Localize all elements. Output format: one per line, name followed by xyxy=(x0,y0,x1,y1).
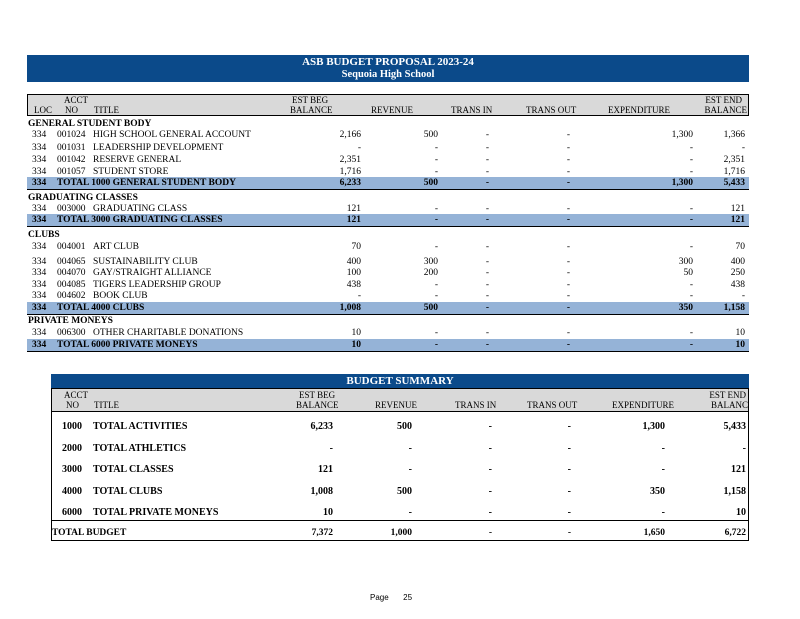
row-loc: 334 xyxy=(32,155,47,165)
header-loc: LOC xyxy=(34,105,52,115)
summary-header-acct: ACCT xyxy=(64,390,89,400)
header-estbeg-balance: BALANCE xyxy=(290,105,333,115)
total-tout: - xyxy=(566,303,570,313)
section-heading: PRIVATE MONEYS xyxy=(28,316,113,326)
summary-title-cell: TOTAL PRIVATE MONEYS xyxy=(93,507,219,518)
summary-total-end: 6,722 xyxy=(724,528,746,538)
row-est-end-balance: 121 xyxy=(730,204,745,214)
row-revenue: - xyxy=(434,204,438,214)
summary-total-row xyxy=(51,526,749,540)
row-trans-in: - xyxy=(485,268,489,278)
summary-trans-out: - xyxy=(567,486,571,497)
row-acct-no: 001024 xyxy=(57,130,86,140)
summary-revenue: 500 xyxy=(397,486,412,497)
total-rev: - xyxy=(434,215,438,225)
row-revenue: - xyxy=(434,328,438,338)
summary-header-estbeg-balance: BALANCE xyxy=(296,400,339,410)
total-end: 5,433 xyxy=(723,178,745,188)
total-loc: 334 xyxy=(32,215,47,225)
summary-revenue: - xyxy=(408,507,412,518)
row-est-beg-balance: 400 xyxy=(346,257,361,267)
school-name: Sequoia High School xyxy=(341,69,435,80)
summary-header-revenue: REVENUE xyxy=(375,400,417,410)
row-revenue: - xyxy=(434,143,438,153)
summary-header-expenditure: EXPENDITURE xyxy=(612,400,674,410)
row-est-end-balance: 1,716 xyxy=(723,167,745,177)
summary-header-estbeg: EST BEG xyxy=(299,390,336,400)
row-loc: 334 xyxy=(32,143,47,153)
summary-est-beg-balance: 1,008 xyxy=(310,486,333,497)
summary-acct-no: 3000 xyxy=(62,464,82,475)
row-trans-out: - xyxy=(566,204,570,214)
row-trans-out: - xyxy=(566,280,570,290)
table-row xyxy=(27,154,749,166)
section-heading: GRADUATING CLASSES xyxy=(28,193,138,203)
summary-est-beg-balance: 121 xyxy=(318,464,333,475)
row-expenditure: - xyxy=(689,155,693,165)
summary-header-estend-balance: BALANC xyxy=(710,400,748,410)
row-title: GAY/STRAIGHT ALLIANCE xyxy=(93,268,212,278)
row-loc: 334 xyxy=(32,280,47,290)
row-title: ART CLUB xyxy=(93,242,139,252)
row-expenditure: 300 xyxy=(678,257,693,267)
summary-header xyxy=(51,388,749,412)
summary-total-exp: 1,650 xyxy=(643,528,665,538)
row-acct-no: 004001 xyxy=(57,242,86,252)
total-label: TOTAL 6000 PRIVATE MONEYS xyxy=(57,340,198,350)
summary-title: BUDGET SUMMARY xyxy=(346,375,454,387)
summary-row xyxy=(51,506,749,521)
row-expenditure: - xyxy=(689,280,693,290)
section-total-row xyxy=(27,302,749,315)
summary-expenditure: - xyxy=(661,464,665,475)
row-trans-in: - xyxy=(485,130,489,140)
row-loc: 334 xyxy=(32,291,47,301)
table-row xyxy=(27,241,749,253)
summary-trans-out: - xyxy=(567,507,571,518)
summary-title-cell: TOTAL ACTIVITIES xyxy=(93,421,188,432)
summary-est-end-balance: 121 xyxy=(731,464,746,475)
summary-est-end-balance: 1,158 xyxy=(723,486,746,497)
summary-total-rev: 1,000 xyxy=(390,528,412,538)
summary-total-tin: - xyxy=(488,528,492,538)
row-loc: 334 xyxy=(32,328,47,338)
total-loc: 334 xyxy=(32,303,47,313)
page-label: Page xyxy=(370,593,389,602)
row-trans-in: - xyxy=(485,280,489,290)
summary-row xyxy=(51,463,749,477)
summary-total-label: TOTAL BUDGET xyxy=(52,528,127,538)
summary-header-transout: TRANS OUT xyxy=(527,400,578,410)
row-est-end-balance: 400 xyxy=(730,257,745,267)
row-expenditure: - xyxy=(689,328,693,338)
total-exp: 1,300 xyxy=(671,178,693,188)
row-revenue: - xyxy=(434,291,438,301)
header-transout: TRANS OUT xyxy=(526,105,577,115)
row-revenue: - xyxy=(434,167,438,177)
row-acct-no: 001031 xyxy=(57,143,86,153)
summary-total-tout: - xyxy=(567,528,571,538)
summary-header-transin: TRANS IN xyxy=(455,400,497,410)
summary-trans-in: - xyxy=(488,443,492,454)
row-revenue: 300 xyxy=(423,257,438,267)
row-est-end-balance: - xyxy=(741,291,745,301)
row-trans-in: - xyxy=(485,328,489,338)
summary-est-beg-balance: - xyxy=(329,443,333,454)
row-trans-out: - xyxy=(566,167,570,177)
summary-expenditure: - xyxy=(661,443,665,454)
summary-trans-in: - xyxy=(488,464,492,475)
row-est-beg-balance: - xyxy=(357,143,361,153)
total-exp: - xyxy=(689,340,693,350)
total-loc: 334 xyxy=(32,178,47,188)
header-expenditure: EXPENDITURE xyxy=(608,105,670,115)
row-loc: 334 xyxy=(32,167,47,177)
summary-title-cell: TOTAL ATHLETICS xyxy=(93,443,187,454)
total-tin: - xyxy=(485,303,489,313)
row-est-end-balance: 2,351 xyxy=(723,155,745,165)
row-trans-out: - xyxy=(566,143,570,153)
summary-trans-out: - xyxy=(567,421,571,432)
total-end: 10 xyxy=(735,340,745,350)
row-expenditure: - xyxy=(689,143,693,153)
report-title: ASB BUDGET PROPOSAL 2023-24 xyxy=(302,56,474,68)
row-title: STUDENT STORE xyxy=(93,167,169,177)
row-expenditure: 1,300 xyxy=(671,130,693,140)
row-revenue: - xyxy=(434,242,438,252)
summary-expenditure: - xyxy=(661,507,665,518)
total-tout: - xyxy=(566,178,570,188)
summary-trans-in: - xyxy=(488,486,492,497)
total-beg: 10 xyxy=(351,340,361,350)
row-trans-out: - xyxy=(566,242,570,252)
row-acct-no: 004065 xyxy=(57,257,86,267)
total-tout: - xyxy=(566,340,570,350)
total-rev: - xyxy=(434,340,438,350)
row-est-end-balance: 438 xyxy=(730,280,745,290)
row-est-beg-balance: 10 xyxy=(351,328,361,338)
row-trans-out: - xyxy=(566,257,570,267)
section-total-row xyxy=(27,214,749,227)
row-est-beg-balance: 2,166 xyxy=(339,130,361,140)
row-acct-no: 004070 xyxy=(57,268,86,278)
header-estbeg: EST BEG xyxy=(292,95,329,105)
section-heading: CLUBS xyxy=(28,230,60,240)
summary-header-no: NO xyxy=(66,400,79,410)
total-beg: 1,008 xyxy=(339,303,361,313)
total-beg: 6,233 xyxy=(339,178,361,188)
row-expenditure: 50 xyxy=(683,268,693,278)
row-trans-in: - xyxy=(485,167,489,177)
row-title: OTHER CHARITABLE DONATIONS xyxy=(93,328,244,338)
total-tin: - xyxy=(485,215,489,225)
summary-expenditure: 350 xyxy=(650,486,665,497)
summary-title-cell: TOTAL CLUBS xyxy=(93,486,163,497)
total-tin: - xyxy=(485,178,489,188)
table-row xyxy=(27,327,749,339)
summary-expenditure: 1,300 xyxy=(642,421,665,432)
row-acct-no: 004085 xyxy=(57,280,86,290)
row-trans-out: - xyxy=(566,328,570,338)
row-trans-out: - xyxy=(566,130,570,140)
row-est-end-balance: 70 xyxy=(735,242,745,252)
summary-revenue: - xyxy=(408,464,412,475)
row-title: LEADERSHIP DEVELOPMENT xyxy=(93,143,224,153)
page-footer xyxy=(370,593,412,602)
section-total-row xyxy=(27,339,749,352)
row-loc: 334 xyxy=(32,204,47,214)
header-acct: ACCT xyxy=(64,95,89,105)
summary-banner xyxy=(51,374,749,388)
summary-est-beg-balance: 6,233 xyxy=(310,421,333,432)
summary-trans-out: - xyxy=(567,464,571,475)
row-trans-in: - xyxy=(485,257,489,267)
row-title: RESERVE GENERAL xyxy=(93,155,182,165)
summary-rule xyxy=(81,520,748,521)
total-exp: - xyxy=(689,215,693,225)
header-no: NO xyxy=(65,105,78,115)
row-est-end-balance: 1,366 xyxy=(723,130,745,140)
row-title: GRADUATING CLASS xyxy=(93,204,188,214)
row-title: BOOK CLUB xyxy=(93,291,148,301)
table-row xyxy=(27,290,749,302)
row-loc: 334 xyxy=(32,257,47,267)
row-title: HIGH SCHOOL GENERAL ACCOUNT xyxy=(93,130,251,140)
total-label: TOTAL 4000 CLUBS xyxy=(57,303,145,313)
row-est-beg-balance: 1,716 xyxy=(339,167,361,177)
row-acct-no: 001057 xyxy=(57,167,86,177)
row-loc: 334 xyxy=(32,242,47,252)
row-revenue: - xyxy=(434,155,438,165)
total-rev: 500 xyxy=(423,303,438,313)
summary-est-beg-balance: 10 xyxy=(323,507,333,518)
summary-est-end-balance: - xyxy=(742,443,746,454)
row-est-end-balance: - xyxy=(741,143,745,153)
row-trans-out: - xyxy=(566,155,570,165)
header-title: TITLE xyxy=(94,105,119,115)
total-beg: 121 xyxy=(346,215,361,225)
row-expenditure: - xyxy=(689,242,693,252)
summary-row xyxy=(51,420,749,434)
row-trans-in: - xyxy=(485,242,489,252)
summary-revenue: 500 xyxy=(397,421,412,432)
row-est-beg-balance: - xyxy=(357,291,361,301)
row-trans-in: - xyxy=(485,204,489,214)
page-number: 25 xyxy=(403,593,413,602)
header-estend: EST END xyxy=(705,95,742,105)
summary-row xyxy=(51,442,749,456)
section-heading: GENERAL STUDENT BODY xyxy=(28,119,152,129)
summary-revenue: - xyxy=(408,443,412,454)
row-est-beg-balance: 70 xyxy=(351,242,361,252)
row-revenue: 200 xyxy=(423,268,438,278)
row-revenue: 500 xyxy=(423,130,438,140)
summary-acct-no: 4000 xyxy=(62,486,82,497)
row-expenditure: - xyxy=(689,167,693,177)
total-exp: 350 xyxy=(678,303,693,313)
summary-title-cell: TOTAL CLASSES xyxy=(93,464,174,475)
row-expenditure: - xyxy=(689,291,693,301)
row-est-end-balance: 10 xyxy=(735,328,745,338)
row-acct-no: 006300 xyxy=(57,328,86,338)
summary-acct-no: 6000 xyxy=(62,507,82,518)
total-tin: - xyxy=(485,340,489,350)
summary-row xyxy=(51,485,749,499)
table-row xyxy=(27,267,749,279)
row-loc: 334 xyxy=(32,130,47,140)
total-label: TOTAL 3000 GRADUATING CLASSES xyxy=(57,215,223,225)
header-transin: TRANS IN xyxy=(451,105,493,115)
row-acct-no: 003000 xyxy=(57,204,86,214)
row-title: SUSTAINABILITY CLUB xyxy=(93,257,198,267)
row-est-end-balance: 250 xyxy=(730,268,745,278)
table-row xyxy=(27,142,749,154)
total-end: 121 xyxy=(730,215,745,225)
total-rev: 500 xyxy=(423,178,438,188)
total-label: TOTAL 1000 GENERAL STUDENT BODY xyxy=(57,178,236,188)
table-row xyxy=(27,129,749,141)
row-expenditure: - xyxy=(689,204,693,214)
row-est-beg-balance: 100 xyxy=(346,268,361,278)
row-trans-in: - xyxy=(485,143,489,153)
summary-total-beg: 7,372 xyxy=(311,528,333,538)
row-est-beg-balance: 121 xyxy=(346,204,361,214)
summary-acct-no: 1000 xyxy=(62,421,82,432)
row-trans-in: - xyxy=(485,291,489,301)
summary-trans-out: - xyxy=(567,443,571,454)
total-end: 1,158 xyxy=(723,303,745,313)
row-title: TIGERS LEADERSHIP GROUP xyxy=(93,280,221,290)
row-trans-out: - xyxy=(566,291,570,301)
summary-header-estend: EST END xyxy=(709,390,746,400)
row-est-beg-balance: 438 xyxy=(346,280,361,290)
summary-est-end-balance: 10 xyxy=(736,507,746,518)
row-revenue: - xyxy=(434,280,438,290)
row-loc: 334 xyxy=(32,268,47,278)
report-header xyxy=(27,94,749,116)
report-banner xyxy=(27,55,749,82)
total-tout: - xyxy=(566,215,570,225)
header-estend-balance: BALANCE xyxy=(704,105,747,115)
summary-trans-in: - xyxy=(488,421,492,432)
row-acct-no: 004602 xyxy=(57,291,86,301)
summary-header-title: TITLE xyxy=(94,400,119,410)
row-trans-in: - xyxy=(485,155,489,165)
row-acct-no: 001042 xyxy=(57,155,86,165)
header-revenue: REVENUE xyxy=(371,105,413,115)
total-loc: 334 xyxy=(32,340,47,350)
summary-acct-no: 2000 xyxy=(62,443,82,454)
summary-trans-in: - xyxy=(488,507,492,518)
summary-est-end-balance: 5,433 xyxy=(723,421,746,432)
section-total-row xyxy=(27,177,749,190)
row-trans-out: - xyxy=(566,268,570,278)
row-est-beg-balance: 2,351 xyxy=(339,155,361,165)
